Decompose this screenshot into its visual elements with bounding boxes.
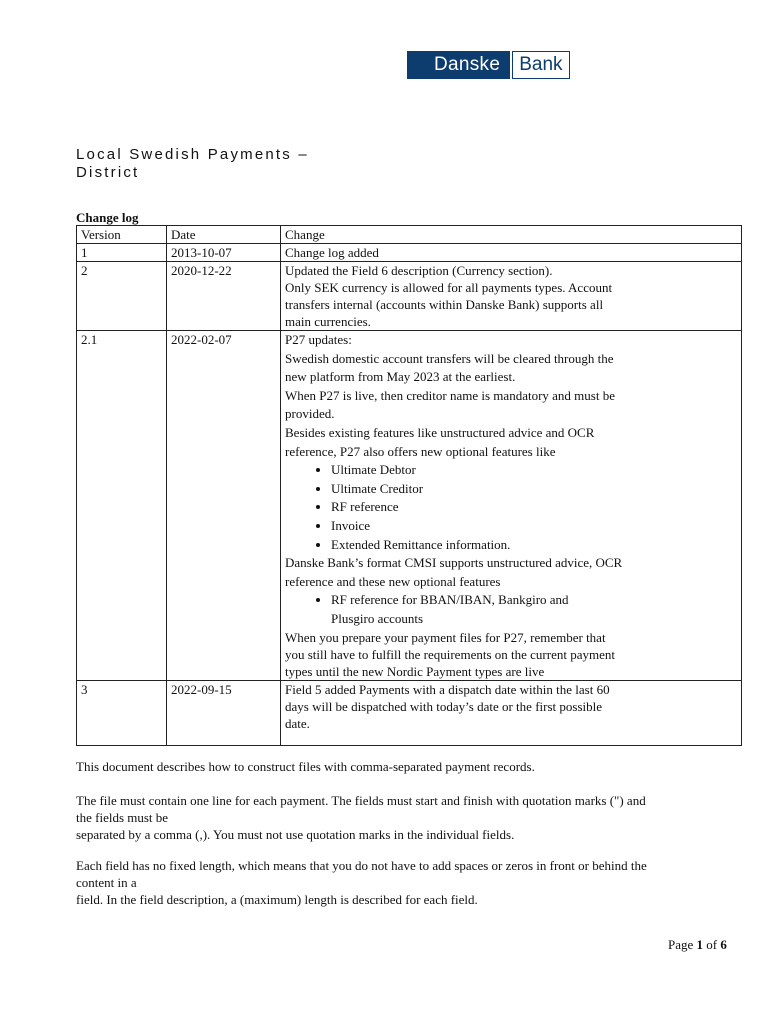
row-version: 3	[77, 680, 167, 745]
change-line: provided.	[285, 406, 335, 422]
current-page: 1	[696, 937, 704, 952]
list-item: • Invoice	[331, 517, 737, 536]
change-line: main currencies.	[285, 314, 371, 329]
change-line: reference and these new optional features	[285, 573, 501, 589]
change-line: you still have to fulfill the requirements on the current payment	[285, 646, 615, 662]
list-item: • RF reference	[331, 498, 737, 517]
row-change	[281, 262, 742, 331]
change-line: date.	[285, 715, 310, 731]
list-item: • RF reference for BBAN/IBAN, Bankgiro and Plusgiro accounts	[331, 591, 587, 628]
paragraph-line: Each field has no fixed length, which means that you do not have to add spaces or zeros in front or behind the	[76, 858, 647, 873]
paragraph-line: The file must contain one line for each payment. The fields must start and finish with quotation marks (") and	[76, 793, 646, 808]
list-item: • Ultimate Debtor	[331, 461, 737, 480]
of-word: of	[706, 937, 718, 952]
format-paragraph	[76, 792, 736, 843]
logo-bank: Bank	[512, 51, 569, 79]
row-change	[281, 244, 742, 262]
page-number	[668, 937, 727, 953]
paragraph-line: separated by a comma (,). You must not use quotation marks in the individual fields.	[76, 827, 515, 842]
row-date: 2020-12-22	[167, 262, 281, 331]
page-word: Page	[668, 937, 694, 952]
paragraph-line: field. In the field description, a (maximum) length is described for each field.	[76, 892, 478, 907]
change-line: new platform from May 2023 at the earliest.	[285, 369, 516, 385]
change-line: P27 updates:	[285, 332, 352, 347]
header-date: Date	[167, 226, 281, 244]
change-line: Only SEK currency is allowed for all payments types. Account	[285, 280, 613, 295]
row-date: 2022-09-15	[167, 680, 281, 745]
table-row	[77, 680, 742, 745]
change-line: Besides existing features like unstructured advice and OCR	[285, 424, 595, 440]
change-line: Field 5 added Payments with a dispatch date within the last 60	[285, 681, 610, 697]
change-line: When P27 is live, then creditor name is mandatory and must be	[285, 387, 615, 403]
cmsi-features-list	[285, 591, 737, 628]
change-line: Swedish domestic account transfers will be cleared through the	[285, 350, 614, 366]
header-version: Version	[77, 226, 167, 244]
field-length-paragraph	[76, 857, 736, 908]
change-line: reference, P27 also offers new optional features like	[285, 443, 556, 459]
row-version: 1	[77, 244, 167, 262]
paragraph-line: content in a	[76, 875, 137, 890]
header-change: Change	[281, 226, 742, 244]
logo-danske: Danske	[407, 51, 510, 79]
changelog-heading: Change log	[76, 210, 139, 225]
row-version: 2.1	[77, 331, 167, 681]
intro-paragraph: This document describes how to construct files with comma-separated payment records.	[76, 759, 535, 774]
table-row	[77, 244, 742, 262]
row-change	[281, 680, 742, 745]
row-version: 2	[77, 262, 167, 331]
title-line-1: Local Swedish Payments –	[76, 146, 309, 163]
document-title	[76, 146, 309, 182]
changelog-table	[76, 225, 742, 746]
change-line: Updated the Field 6 description (Currency section).	[285, 263, 553, 278]
change-line: transfers internal (accounts within Danske Bank) supports all	[285, 297, 604, 312]
row-date: 2022-02-07	[167, 331, 281, 681]
change-line: days will be dispatched with today’s date or the first possible	[285, 698, 602, 714]
table-row	[77, 262, 742, 331]
change-line: When you prepare your payment files for P27, remember that	[285, 629, 606, 645]
list-item: • Extended Remittance information.	[331, 536, 737, 555]
list-item: • Ultimate Creditor	[331, 480, 737, 499]
row-change	[281, 331, 742, 681]
change-line: Danske Bank’s format CMSI supports unstructured advice, OCR	[285, 555, 623, 571]
p27-features-list	[285, 461, 737, 554]
change-line: Change log added	[285, 245, 379, 260]
table-row	[77, 331, 742, 681]
title-line-2: District	[76, 164, 140, 181]
danske-bank-logo	[407, 51, 570, 79]
table-header-row	[77, 226, 742, 244]
change-line: types until the new Nordic Payment types are live	[285, 663, 545, 679]
paragraph-line: the fields must be	[76, 810, 169, 825]
total-pages: 6	[720, 937, 727, 952]
row-date: 2013-10-07	[167, 244, 281, 262]
